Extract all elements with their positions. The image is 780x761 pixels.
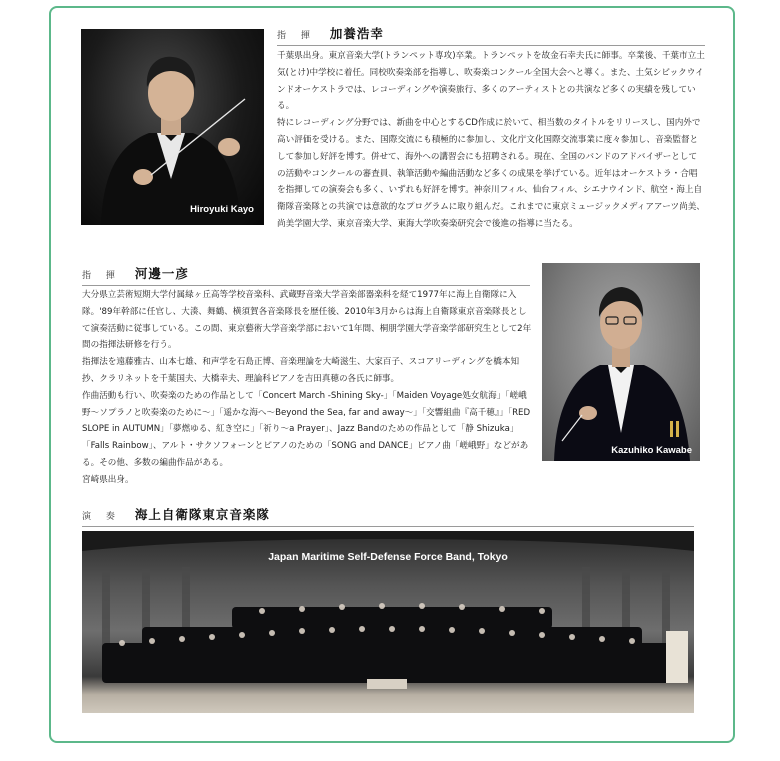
conductor1-bio: 千葉県出身。東京音楽大学(トランペット専攻)卒業。トランペットを故金石幸夫氏に師事。卒業後、千葉市立土気(とけ)中学校に着任。同校吹奏楽部を指導し、吹奏楽コンクール全国大会へと導く。また、土気シビックウインドオーケストラでは、レコーディングや演奏旅行、多くのアーティストとの共演など多くの実績を残している。 特にレコーディング分野では、新曲を中心とするCD作成に於いて、相当数のタイトルをリリースし、国内外で高い評価を受ける。また、国際交流にも積極的に参加し、文化庁文化国際交流事業に度々参加し、音楽監督として参加し好評を博す。併せて、海外への講習会にも招聘される。現在、全国のバンドのアドバイザーとしての活動やコンクールの審査員、執筆活動や編曲活動など多くの成果を挙げている。近年はオーケストラ・合唱を指揮しての演奏会も多く、いずれも好評を博す。神奈川フィル、仙台フィル、シエナウインド、航空・海上自衛隊音楽隊との共演では意欲的なプログラムに取り組んだ。これまでに東京ミュージックメディアアーツ尚美、尚美学園大学、東京音楽大学、東海大学吹奏楽研究会で後進の指導に当たる。	[277, 51, 705, 229]
performer-name: 海上自衛隊東京音楽隊	[134, 507, 270, 522]
performer-role-label: 演 奏	[82, 512, 121, 522]
conductor1-figure	[81, 29, 264, 225]
conductor2-figure	[542, 263, 700, 461]
conductor2-bio: 大分県立芸術短期大学付属緑ヶ丘高等学校音楽科、武蔵野音楽大学音楽部器楽科を経て1977年に海上自衛隊に入隊。'89年幹部に任官し、大湊、舞鶴、横須賀各音楽隊長を歴任後、2010年3月からは海上自衛隊東京音楽隊長として演奏活動に従事している。この間、東京藝術大学音楽学部において1年間、桐朋学園大学音楽学部研究生として2年間の指揮法研修を行う。 指揮法を遠藤雅古、山本七雄、和声学を石島正博、音楽理論を大崎滋生、大家百子、スコアリーディングを橋本知抄、クラリネットを千葉国夫、大橋幸夫、理論科ピアノを吉田真穂の各氏に師事。 作曲活動も行い、吹奏楽のための作品として「Concert March -Shining Sky-」「Maiden Voyage処女航海」「嵯峨野〜ソプラノと吹奏楽のために〜」「遥かな海へ〜Beyond the Sea, far and away〜」「交響組曲『高千穂』」「RED SLOPE in AUTUMN」「夢燃ゆる、紅き空に」「祈り〜a Prayer」、Jazz Bandのための作品として「静 Shizuka」「Falls Rainbow」、アルト・サクソフォーンとピアノのための「SONG and DANCE」ピアノ曲「嵯峨野」などがある。その他、多数の編曲作品がある。 宮崎県出身。	[82, 290, 532, 485]
conductor1-photo	[81, 29, 264, 225]
conductor2-role-label: 指 揮	[82, 271, 121, 281]
conductor2-name: 河邊一彦	[134, 266, 189, 281]
performer-heading	[82, 505, 694, 527]
conductor1-heading	[277, 24, 705, 46]
band-photo	[82, 531, 694, 713]
conductor1-role-label: 指 揮	[277, 31, 316, 41]
conductor2-heading	[82, 264, 530, 286]
conductor1-name: 加養浩幸	[329, 26, 384, 41]
band-photo-caption: Japan Maritime Self-Defense Force Band, Tokyo	[268, 551, 508, 563]
conductor1-photo-caption: Hiroyuki Kayo	[190, 204, 254, 215]
conductor2-photo-caption: Kazuhiko Kawabe	[611, 445, 692, 456]
conductor2-photo	[542, 263, 700, 461]
